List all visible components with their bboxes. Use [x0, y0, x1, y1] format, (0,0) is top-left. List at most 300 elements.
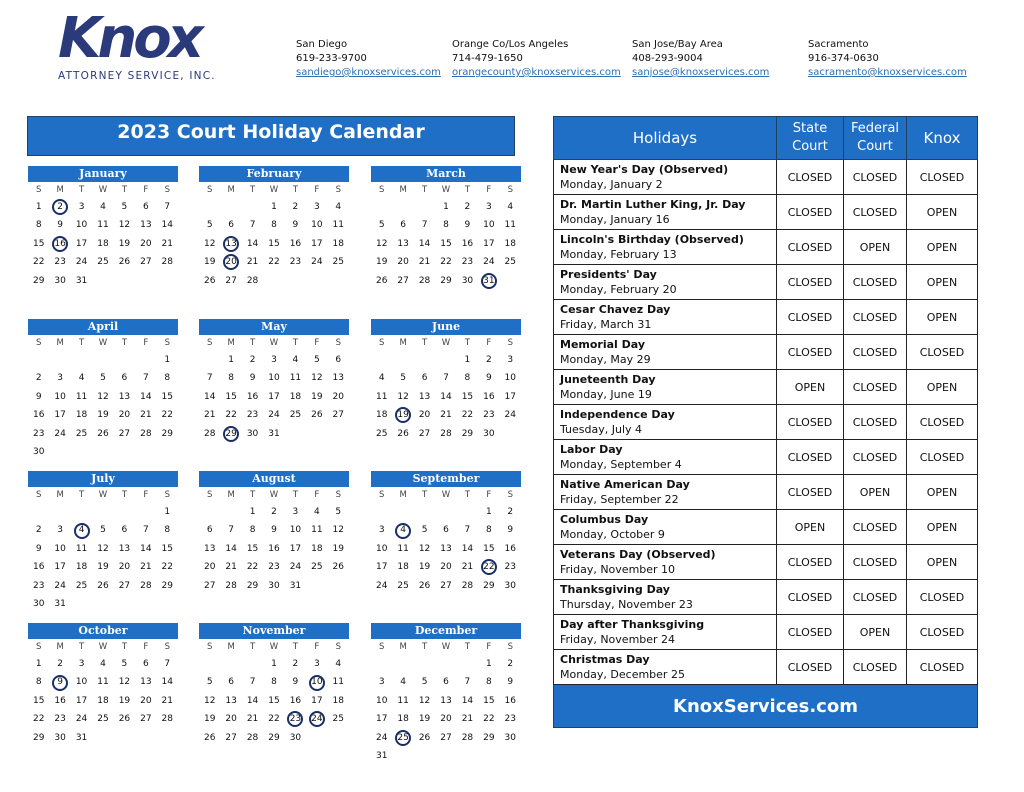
day-cell: 27 — [397, 275, 409, 286]
day-cell: 5 — [100, 525, 106, 536]
day-cell: 19 — [118, 695, 131, 706]
day-cell: 5 — [400, 373, 406, 384]
day-cell: 27 — [440, 580, 452, 591]
month-july — [28, 471, 178, 613]
office-email-link[interactable]: sacramento@knoxservices.com — [808, 67, 967, 78]
week-row — [199, 540, 349, 558]
empty-day-cell — [199, 198, 220, 216]
knox-status-cell: OPEN — [907, 195, 978, 230]
day-cell: 4 — [78, 373, 85, 384]
company-logo: Knox — [58, 6, 200, 71]
day-cell: 25 — [97, 714, 109, 725]
weekday-header-row — [28, 182, 178, 198]
day-cell: 28 — [461, 732, 474, 743]
day-cell: 10 — [268, 373, 280, 384]
holiday-name: Independence Day — [560, 408, 675, 421]
day-cell: 21 — [225, 562, 237, 573]
day-cell: 21 — [246, 714, 259, 725]
day-cell: 18 — [375, 410, 388, 421]
weekday-label: T — [421, 490, 428, 500]
day-cell: 10 — [311, 220, 323, 231]
weekday-label: M — [56, 338, 64, 348]
empty-day-cell — [328, 729, 349, 747]
month-name: October — [28, 623, 178, 639]
day-cell: 13 — [140, 220, 152, 231]
day-cell: 28 — [140, 580, 152, 591]
day-cell: 26 — [203, 732, 216, 743]
month-name: March — [371, 166, 521, 182]
weekday-label: S — [207, 490, 213, 500]
empty-day-cell — [392, 351, 413, 369]
holiday-name: Labor Day — [560, 443, 623, 456]
day-cell: 22 — [440, 257, 452, 268]
day-cell: 4 — [335, 659, 342, 669]
day-cell: 1 — [485, 507, 492, 517]
day-cell: 29 — [461, 428, 474, 439]
day-cell: 10 — [375, 543, 388, 554]
week-row — [28, 540, 178, 558]
weekday-label: M — [227, 185, 235, 195]
day-cell: 11 — [504, 220, 516, 231]
weekday-header-row — [199, 182, 349, 198]
day-cell: 6 — [142, 659, 149, 669]
day-cell: 15 — [246, 543, 259, 554]
day-cell: 5 — [121, 202, 128, 212]
federal-status-cell: OPEN — [844, 230, 907, 265]
day-cell: 1 — [443, 202, 449, 212]
weekday-label: F — [143, 185, 149, 195]
weekday-label: S — [164, 490, 170, 500]
day-cell: 6 — [400, 220, 406, 231]
week-row — [371, 710, 521, 728]
empty-day-cell — [71, 503, 92, 521]
empty-day-cell — [71, 351, 92, 369]
day-cell: 2 — [507, 659, 514, 669]
table-row — [554, 405, 978, 440]
weekday-label: T — [78, 338, 85, 348]
day-cell: 20 — [397, 257, 409, 268]
day-cell: 29 — [161, 580, 173, 591]
weekday-label: T — [249, 642, 256, 652]
day-cell: 21 — [461, 562, 474, 573]
day-cell: 23 — [246, 410, 259, 421]
federal-status-cell: CLOSED — [844, 335, 907, 370]
weekday-label: M — [227, 338, 235, 348]
holiday-name-cell — [554, 160, 777, 195]
office-email-link[interactable]: sanjose@knoxservices.com — [632, 67, 770, 78]
empty-day-cell — [392, 747, 413, 765]
day-cell: 30 — [483, 428, 495, 439]
office-san-jose — [632, 38, 769, 80]
week-row — [199, 351, 349, 369]
day-cell: 18 — [289, 391, 302, 402]
day-cell: 29 — [440, 275, 452, 286]
day-cell: 21 — [140, 410, 152, 421]
day-cell: 17 — [375, 562, 388, 573]
day-cell: 12 — [375, 238, 388, 249]
day-cell: 11 — [97, 677, 109, 688]
day-cell: 8 — [271, 677, 277, 688]
weekday-header-row — [199, 487, 349, 503]
day-cell: 24 — [268, 410, 280, 421]
day-cell: 3 — [313, 659, 320, 669]
federal-status-cell: CLOSED — [844, 265, 907, 300]
day-cell: 9 — [57, 220, 63, 231]
week-row — [28, 235, 178, 253]
week-row — [199, 253, 349, 271]
state-status-cell: OPEN — [777, 370, 844, 405]
day-cell: 23 — [483, 410, 495, 421]
empty-day-cell — [457, 503, 478, 521]
state-status-cell: CLOSED — [777, 230, 844, 265]
federal-status-cell: CLOSED — [844, 370, 907, 405]
week-row — [371, 425, 521, 443]
week-row — [28, 692, 178, 710]
day-cell: 14 — [140, 543, 152, 554]
office-phone: 714-479-1650 — [452, 53, 523, 64]
office-email-link[interactable]: sandiego@knoxservices.com — [296, 67, 441, 78]
day-cell: 6 — [228, 220, 234, 231]
day-cell: 1 — [164, 355, 171, 365]
office-city: San Jose/Bay Area — [632, 39, 723, 50]
weekday-label: S — [379, 338, 385, 348]
empty-day-cell — [92, 503, 113, 521]
day-cell: 22 — [268, 257, 280, 268]
week-row — [199, 503, 349, 521]
weekday-label: T — [121, 642, 128, 652]
day-cell: 30 — [54, 275, 66, 286]
day-cell: 22 — [483, 714, 495, 725]
federal-status-cell: CLOSED — [844, 300, 907, 335]
month-name: November — [199, 623, 349, 639]
day-cell: 17 — [54, 410, 66, 421]
day-cell: 1 — [35, 659, 42, 669]
day-cell: 2 — [292, 659, 299, 669]
holiday-date: Monday, February 13 — [560, 248, 677, 261]
day-cell: 14 — [161, 220, 173, 231]
office-city: Orange Co/Los Angeles — [452, 39, 569, 50]
day-cell: 11 — [332, 677, 344, 688]
holiday-name-cell — [554, 265, 777, 300]
week-row — [371, 406, 521, 424]
table-row — [554, 300, 978, 335]
day-cell: 20 — [225, 714, 237, 725]
day-cell: 25 — [97, 257, 109, 268]
week-row — [371, 729, 521, 747]
day-cell: 7 — [164, 659, 171, 669]
day-cell: 14 — [440, 391, 452, 402]
state-status-cell: CLOSED — [777, 405, 844, 440]
day-cell: 2 — [271, 507, 277, 517]
company-logo-subtitle: ATTORNEY SERVICE, INC. — [58, 70, 216, 82]
holiday-date: Friday, November 10 — [560, 563, 676, 576]
day-cell: 20 — [140, 238, 152, 249]
day-cell: 28 — [440, 428, 452, 439]
day-cell: 28 — [161, 714, 173, 725]
weekday-label: W — [98, 490, 108, 500]
empty-day-cell — [157, 595, 178, 613]
day-cell: 12 — [332, 525, 344, 536]
day-cell: 28 — [418, 275, 431, 286]
day-cell: 6 — [443, 677, 449, 688]
day-cell: 1 — [164, 507, 171, 517]
federal-status-cell: CLOSED — [844, 545, 907, 580]
day-cell: 19 — [332, 543, 344, 554]
day-cell: 24 — [311, 257, 323, 268]
day-cell: 27 — [140, 714, 152, 725]
week-row — [371, 521, 521, 539]
day-cell: 3 — [78, 659, 85, 669]
day-cell: 17 — [375, 714, 388, 725]
day-cell: 25 — [375, 428, 388, 439]
day-cell: 9 — [507, 525, 514, 536]
day-cell: 16 — [289, 695, 302, 706]
day-cell: 25 — [397, 580, 409, 591]
federal-status-cell: CLOSED — [844, 580, 907, 615]
week-row — [371, 198, 521, 216]
day-cell: 28 — [140, 428, 152, 439]
knox-status-cell: OPEN — [907, 370, 978, 405]
day-cell: 15 — [161, 543, 173, 554]
website-footer[interactable]: KnoxServices.com — [554, 685, 978, 728]
day-cell: 27 — [118, 428, 131, 439]
weekday-label: T — [464, 338, 471, 348]
month-name: May — [199, 319, 349, 335]
table-row — [554, 335, 978, 370]
day-cell: 30 — [32, 598, 45, 609]
weekday-label: S — [164, 185, 170, 195]
day-cell: 5 — [378, 220, 385, 231]
day-cell: 15 — [268, 695, 280, 706]
holiday-day-cell: 4 — [392, 521, 413, 539]
day-cell: 22 — [161, 410, 173, 421]
federal-status-cell: CLOSED — [844, 510, 907, 545]
day-cell: 2 — [57, 659, 63, 669]
table-row — [554, 545, 978, 580]
holiday-day-cell: 24 — [306, 710, 327, 728]
table-row — [554, 440, 978, 475]
day-cell: 9 — [249, 373, 256, 384]
state-status-cell: CLOSED — [777, 300, 844, 335]
day-cell: 16 — [32, 562, 45, 573]
federal-status-cell: CLOSED — [844, 160, 907, 195]
weekday-label: T — [421, 338, 428, 348]
empty-day-cell — [28, 351, 49, 369]
knox-status-cell: OPEN — [907, 230, 978, 265]
office-san-diego — [296, 38, 441, 80]
holiday-day-cell: 25 — [392, 729, 413, 747]
weekday-label: M — [56, 490, 64, 500]
table-row — [554, 265, 978, 300]
day-cell: 19 — [97, 410, 109, 421]
day-cell: 3 — [57, 373, 63, 384]
empty-day-cell — [157, 729, 178, 747]
day-cell: 4 — [100, 202, 106, 212]
empty-day-cell — [92, 595, 113, 613]
empty-day-cell — [220, 198, 241, 216]
table-row — [554, 195, 978, 230]
empty-day-cell — [242, 198, 263, 216]
table-header-row — [554, 117, 978, 160]
table-row — [554, 230, 978, 265]
empty-day-cell — [306, 425, 327, 443]
month-august — [199, 471, 349, 595]
day-cell: 15 — [483, 695, 495, 706]
weekday-label: T — [249, 490, 256, 500]
day-cell: 27 — [440, 732, 452, 743]
empty-day-cell — [92, 443, 113, 461]
weekday-label: T — [464, 490, 471, 500]
week-row — [199, 425, 349, 443]
empty-day-cell — [92, 729, 113, 747]
weekday-label: T — [464, 642, 471, 652]
state-status-cell: CLOSED — [777, 650, 844, 685]
holiday-name-cell — [554, 475, 777, 510]
weekday-header-row — [28, 639, 178, 655]
empty-day-cell — [114, 272, 135, 290]
day-cell: 10 — [504, 373, 516, 384]
day-cell: 12 — [97, 391, 109, 402]
holiday-day-cell: 16 — [49, 235, 70, 253]
day-cell: 19 — [97, 562, 109, 573]
table-row — [554, 510, 978, 545]
day-cell: 25 — [332, 257, 344, 268]
day-cell: 24 — [54, 580, 66, 591]
empty-day-cell — [392, 198, 413, 216]
day-cell: 15 — [161, 391, 173, 402]
week-row — [371, 503, 521, 521]
day-cell: 14 — [461, 543, 474, 554]
month-june — [371, 319, 521, 443]
holiday-day-cell: 22 — [478, 558, 499, 576]
day-cell: 6 — [121, 525, 128, 536]
day-cell: 21 — [418, 257, 431, 268]
empty-day-cell — [71, 443, 92, 461]
day-cell: 26 — [118, 257, 131, 268]
holiday-name: Veterans Day (Observed) — [560, 548, 716, 561]
empty-day-cell — [371, 655, 392, 673]
knox-status-cell: CLOSED — [907, 650, 978, 685]
day-cell: 3 — [485, 202, 492, 212]
day-cell: 28 — [461, 580, 474, 591]
holiday-date: Monday, January 16 — [560, 213, 670, 226]
office-email-link[interactable]: orangecounty@knoxservices.com — [452, 67, 621, 78]
weekday-label: M — [399, 338, 407, 348]
day-cell: 30 — [54, 732, 66, 743]
day-cell: 27 — [225, 275, 237, 286]
holiday-day-cell: 9 — [49, 673, 70, 691]
state-status-cell: CLOSED — [777, 160, 844, 195]
day-cell: 30 — [461, 275, 474, 286]
day-cell: 6 — [443, 525, 449, 536]
day-cell: 21 — [203, 410, 216, 421]
weekday-label: S — [36, 185, 42, 195]
day-cell: 7 — [142, 525, 149, 536]
day-cell: 22 — [268, 714, 280, 725]
day-cell: 20 — [418, 410, 431, 421]
day-cell: 22 — [225, 410, 237, 421]
weekday-label: T — [121, 490, 128, 500]
federal-status-cell: CLOSED — [844, 405, 907, 440]
weekday-label: T — [121, 185, 128, 195]
day-cell: 21 — [140, 562, 152, 573]
week-row — [28, 388, 178, 406]
empty-day-cell — [135, 503, 156, 521]
day-cell: 4 — [313, 507, 320, 517]
week-row — [371, 558, 521, 576]
day-cell: 1 — [271, 202, 277, 212]
holiday-name-cell — [554, 370, 777, 405]
holiday-date: Monday, June 19 — [560, 388, 652, 401]
day-cell: 10 — [289, 525, 302, 536]
empty-day-cell — [478, 747, 499, 765]
day-cell: 18 — [97, 238, 109, 249]
day-cell: 17 — [504, 391, 516, 402]
empty-day-cell — [306, 272, 327, 290]
day-cell: 17 — [54, 562, 66, 573]
empty-day-cell — [199, 655, 220, 673]
day-cell: 13 — [225, 695, 237, 706]
weekday-label: S — [379, 185, 385, 195]
empty-day-cell — [457, 747, 478, 765]
day-cell: 18 — [97, 695, 109, 706]
day-cell: 13 — [118, 543, 131, 554]
weekday-header-row — [371, 335, 521, 351]
day-cell: 28 — [246, 275, 259, 286]
day-cell: 15 — [225, 391, 237, 402]
weekday-header-row — [371, 487, 521, 503]
day-cell: 7 — [228, 525, 234, 536]
day-cell: 27 — [225, 732, 237, 743]
day-cell: 23 — [461, 257, 474, 268]
holiday-day-cell: 4 — [71, 521, 92, 539]
day-cell: 24 — [54, 428, 66, 439]
holiday-name: Cesar Chavez Day — [560, 303, 671, 316]
weekday-label: F — [143, 490, 149, 500]
state-status-cell: CLOSED — [777, 545, 844, 580]
weekday-label: F — [314, 185, 320, 195]
week-row — [28, 577, 178, 595]
week-row — [371, 253, 521, 271]
day-cell: 20 — [140, 695, 152, 706]
day-cell: 6 — [335, 355, 342, 365]
day-cell: 2 — [35, 525, 42, 536]
holiday-day-cell: 2 — [49, 198, 70, 216]
weekday-label: F — [314, 642, 320, 652]
holiday-day-cell: 10 — [306, 673, 327, 691]
day-cell: 27 — [118, 580, 131, 591]
table-row — [554, 370, 978, 405]
day-cell: 7 — [249, 220, 256, 231]
day-cell: 18 — [397, 714, 409, 725]
month-january — [28, 166, 178, 290]
day-cell: 31 — [54, 598, 66, 609]
week-row — [371, 692, 521, 710]
day-cell: 9 — [292, 677, 299, 688]
holiday-name: Day after Thanksgiving — [560, 618, 705, 631]
empty-day-cell — [157, 272, 178, 290]
empty-day-cell — [414, 655, 435, 673]
day-cell: 5 — [121, 659, 128, 669]
day-cell: 12 — [203, 238, 216, 249]
day-cell: 19 — [375, 257, 388, 268]
day-cell: 1 — [464, 355, 471, 365]
day-cell: 7 — [206, 373, 213, 384]
day-cell: 10 — [375, 695, 388, 706]
weekday-label: F — [486, 338, 492, 348]
day-cell: 7 — [421, 220, 428, 231]
weekday-header-row — [371, 639, 521, 655]
